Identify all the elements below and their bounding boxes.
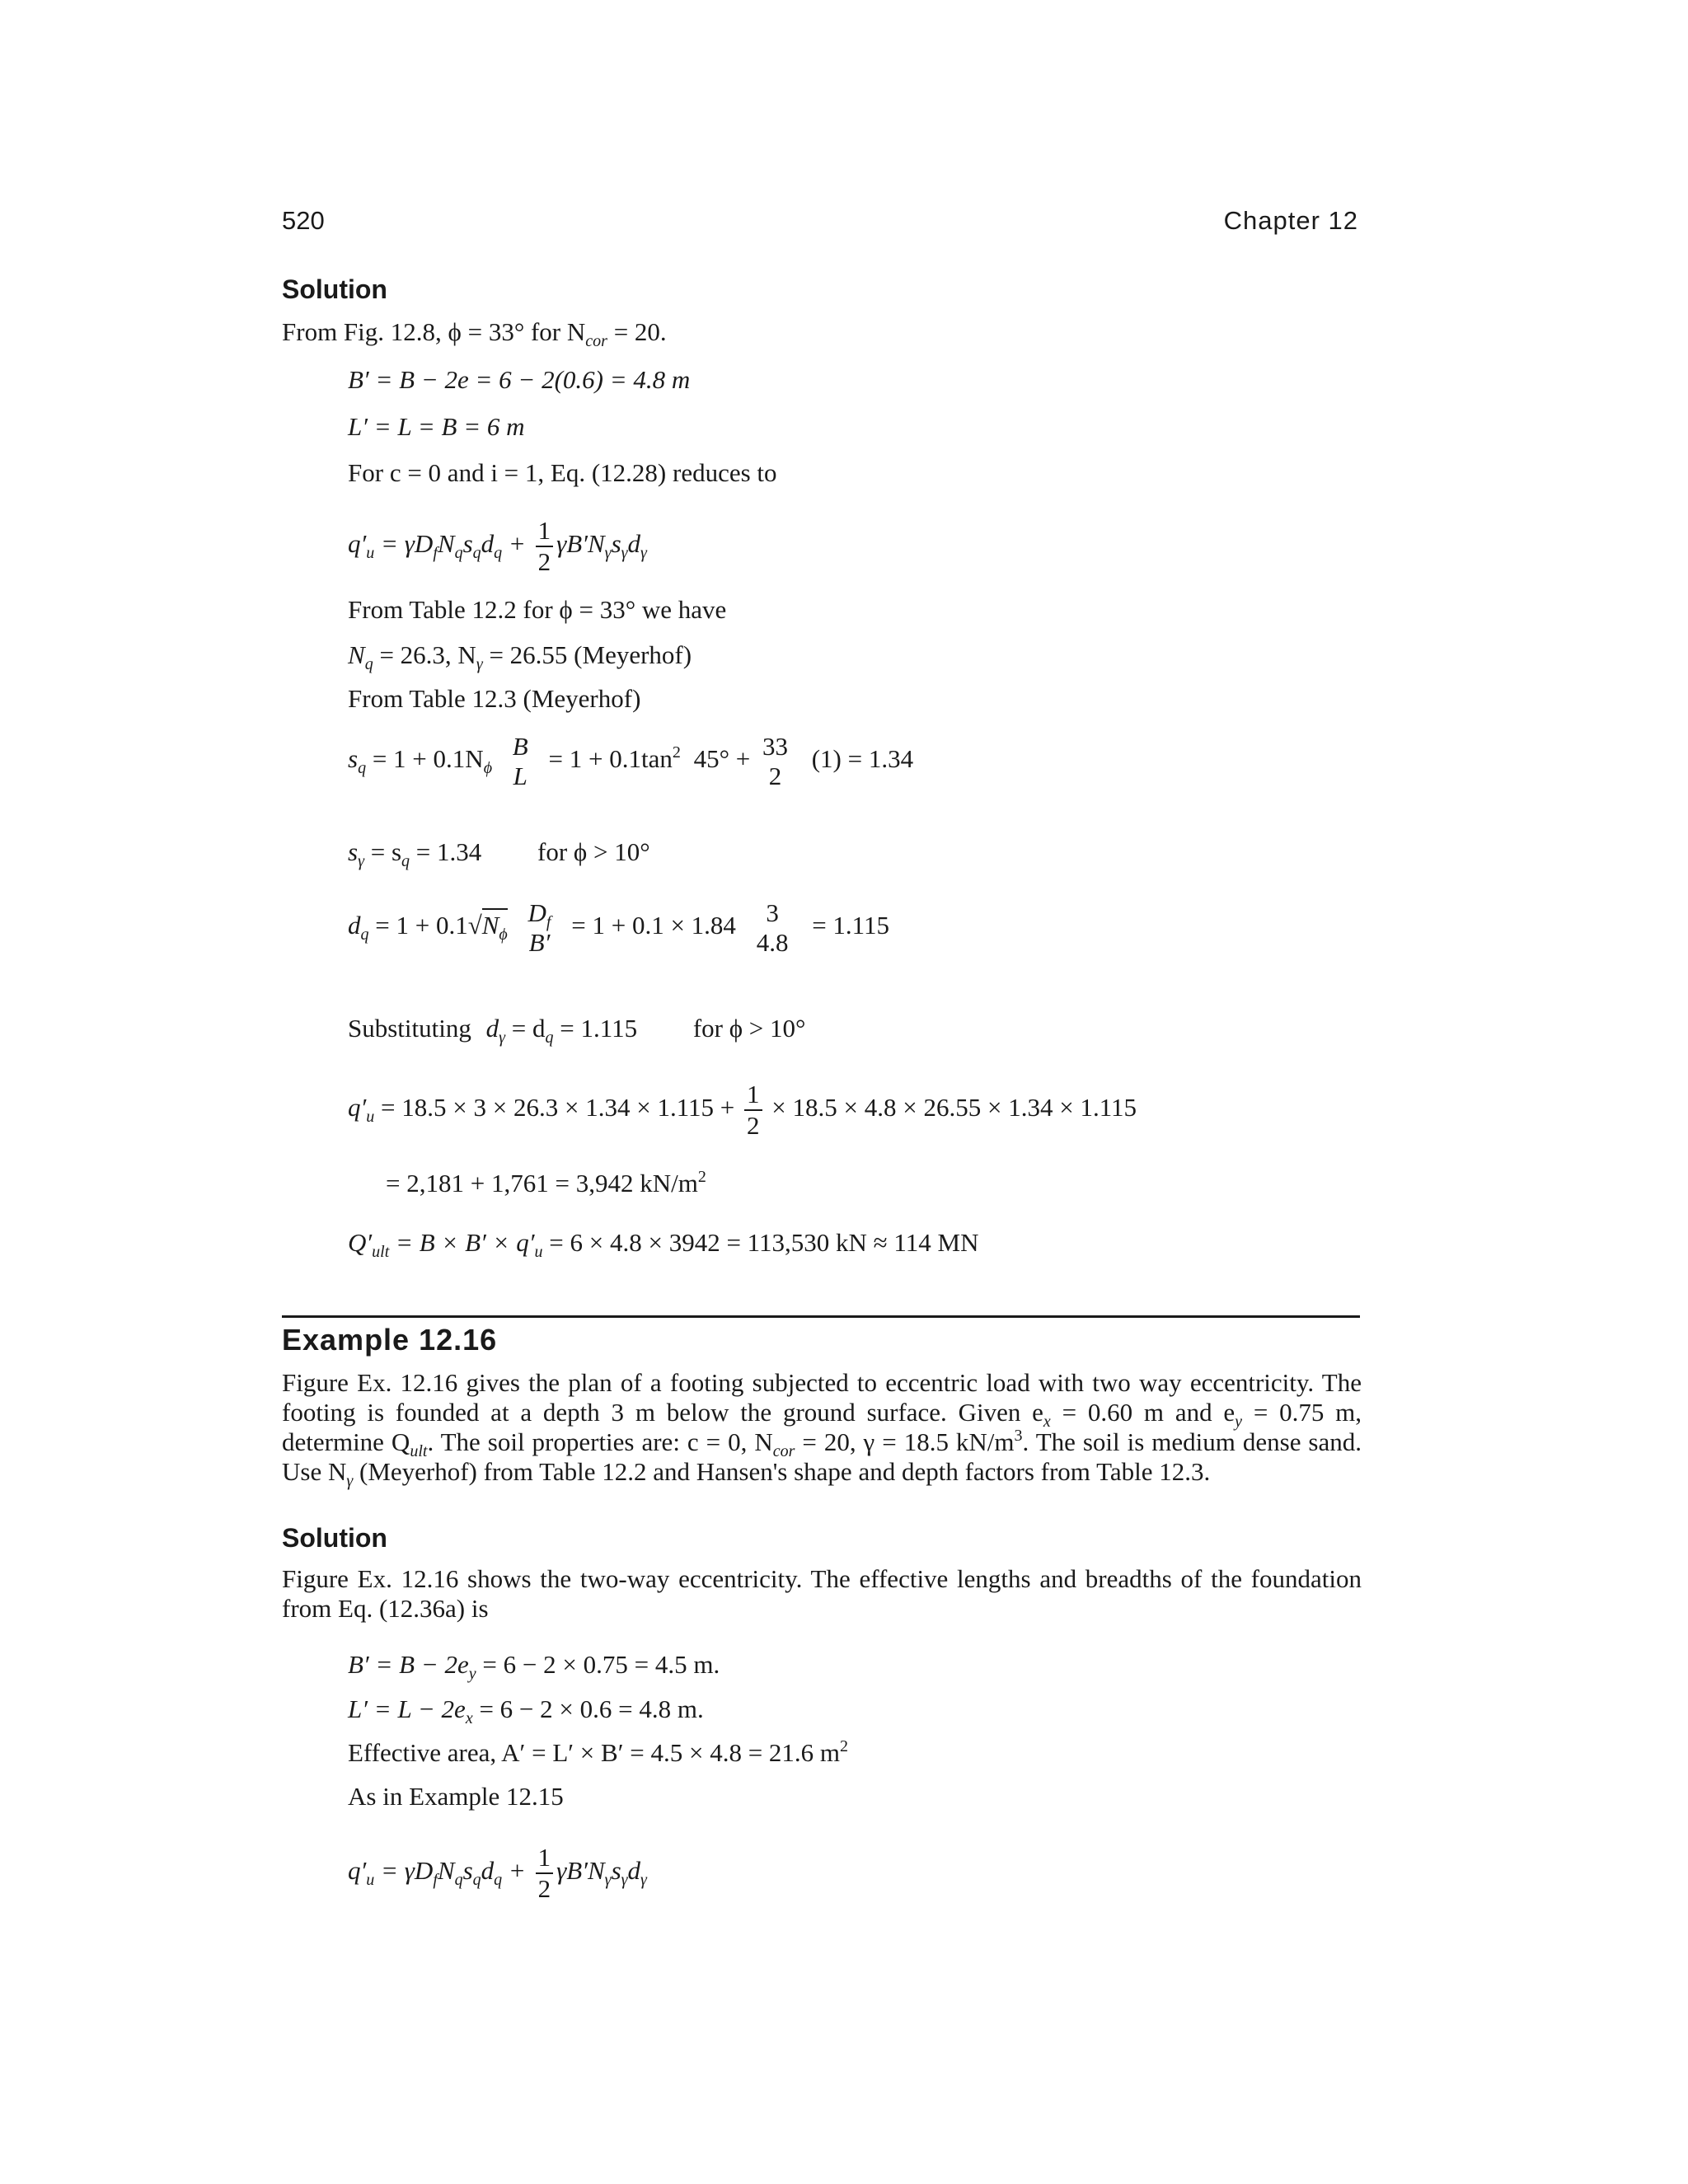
effective-area: Effective area, A′ = L′ × B′ = 4.5 × 4.8 = 21.6 $m^2$ (348, 1737, 849, 1767)
example-problem-statement: Figure Ex. 12.16 gives the plan of a footing subjected to eccentric load with two way eccentricity. The footing is founded at a depth 3 m below the ground surface. Given $e_x = 0.60$ m and $e_y = 0.75$ m, determine $Q_{ult}$. The soil properties are: c = 0, $N_{cor} = 20$, γ = 18.5 $kN/m^3$. The soil is medium dense sand. Use $N_\gamma$ (Meyerhof) from Table 12.2 and Hansen's shape and depth factors from Table 12.3. (282, 1368, 1362, 1490)
l-prime-equation: L′ = L = B = 6 m (348, 412, 525, 441)
page-number: 520 (282, 206, 325, 235)
solution-2-paragraph: Figure Ex. 12.16 shows the two-way eccentricity. The effective lengths and breadths of the foundation from Eq. (12.36a) is (282, 1564, 1362, 1623)
bearing-capacity-formula: $q'_u = \gamma D_fN_qs_qd_q$ + $\frac{1}{2}$ $\gamma B'N_\gamma s_\gamma d_\gamma$ (348, 516, 647, 576)
qu-sum-line: = 2,181 + 1,761 = 3,942 $kN/m^2$ (386, 1168, 706, 1197)
substituting-line: Substituting $d_\gamma = d_q = 1.115$ for ϕ > 10° (348, 1014, 806, 1047)
section-divider (282, 1315, 1360, 1318)
table-12-2-statement: From Table 12.2 for ϕ = 33° we have (348, 595, 727, 624)
table-12-3-statement: From Table 12.3 (Meyerhof) (348, 684, 641, 713)
b-prime-effective: $B' = B - 2e_y = 6 - 2 \times 0.75 = 4.5$ m. (348, 1650, 720, 1683)
chapter-label: Chapter 12 (1223, 206, 1358, 235)
nq-ngamma-values: $N_q = 26.3$, $N_\gamma = 26.55$ (Meyerhof) (348, 640, 692, 673)
example-title: Example 12.16 (282, 1323, 498, 1357)
l-prime-effective: $L' = L - 2e_x = 6 - 2 \times 0.6 = 4.8$ m. (348, 1694, 704, 1727)
sq-equation: $s_q = 1 + 0.1N_\phi$ B L = $1 + 0.1\tan^2$ 45° + 33 2 (1) = 1.34 (348, 732, 914, 790)
solution-intro: From Fig. 12.8, ϕ = 33° for $N_{cor} = 20$. (282, 317, 667, 350)
solution-heading-2: Solution (282, 1523, 387, 1553)
sgamma-equation: $s_\gamma = s_q = 1.34$ for ϕ > 10° (348, 837, 650, 870)
qult-line: $Q'_{ult} = B \times B' \times q'_u = 6 \times 4.8 \times 3942 = 113,530$ kN ≈ 114 MN (348, 1228, 979, 1261)
qu-numeric-equation: $q'_u = 18.5 \times 3 \times 26.3 \times 1.34 \times 1.115$ + $\frac{1}{2}$ × 18.5 × 4.8 × 26.55 × 1.34 × 1.115 (348, 1080, 1137, 1140)
as-in-example: As in Example 12.15 (348, 1782, 564, 1811)
solution-heading: Solution (282, 274, 387, 304)
reduces-statement: For c = 0 and i = 1, Eq. (12.28) reduces to (348, 458, 777, 487)
b-prime-equation: B′ = B − 2e = 6 − 2(0.6) = 4.8 m (348, 365, 691, 394)
dq-equation: $d_q = 1 + 0.1√N_\phi$ $D_f$ B′ = 1 + 0.1 × 1.84 3 4.8 = 1.115 (348, 898, 890, 957)
bearing-capacity-formula-2: $q'_u = \gamma D_fN_qs_qd_q$ + $\frac{1}{2}$ $\gamma B'N_\gamma s_\gamma d_\gamma$ (348, 1843, 647, 1903)
